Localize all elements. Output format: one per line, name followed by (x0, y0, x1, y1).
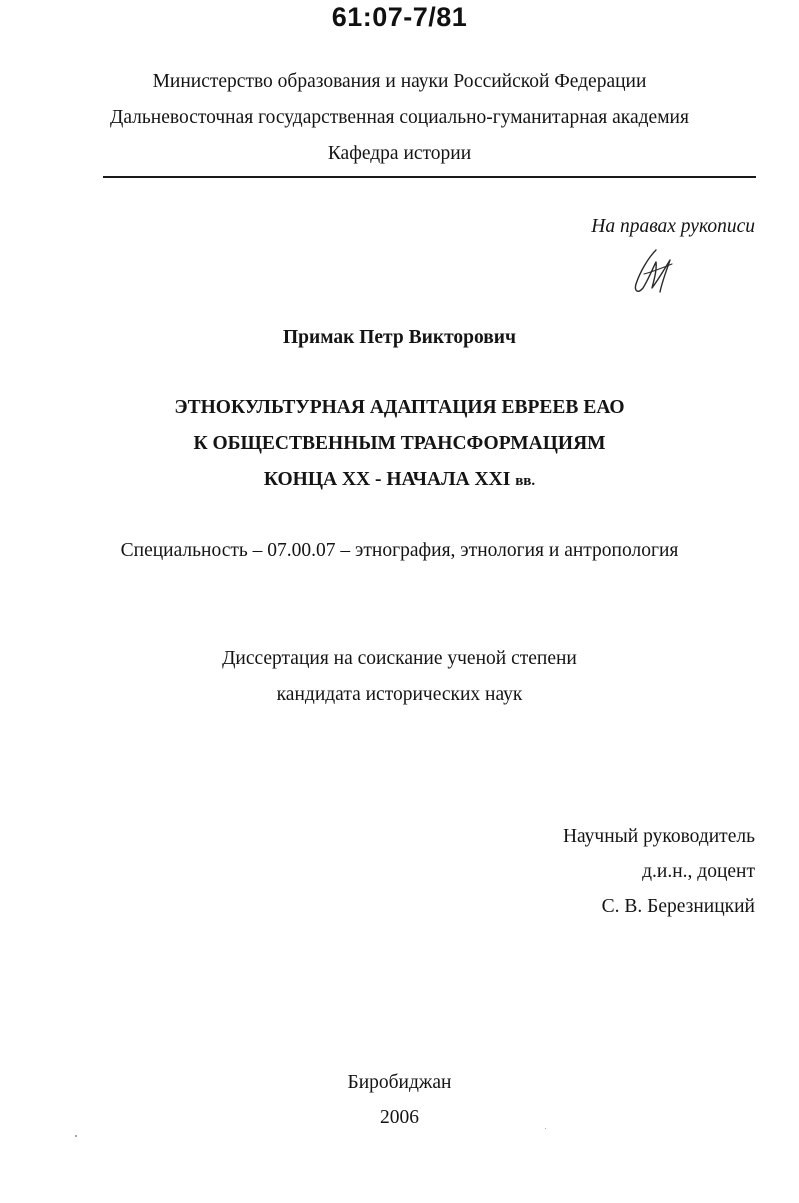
author-name: Примак Петр Викторович (282, 327, 517, 348)
ministry-line: Министерство образования и науки Российской Федерации (152, 71, 647, 92)
academy-line: Дальневосточная государственная социально-гуманитарная академия (110, 107, 689, 128)
specialty-line: Специальность – 07.00.07 – этнография, этнология и антропология (120, 540, 679, 561)
year: 2006 (380, 1107, 419, 1128)
department-line: Кафедра истории (327, 143, 472, 164)
archive-code: 61:07-7/81 (331, 2, 468, 32)
advisor-degree: д.и.н., доцент (642, 861, 755, 882)
scan-speck (545, 1128, 546, 1129)
title-line-1: ЭТНОКУЛЬТУРНАЯ АДАПТАЦИЯ ЕВРЕЕВ ЕАО (174, 397, 625, 418)
title-line-2: К ОБЩЕСТВЕННЫМ ТРАНСФОРМАЦИЯМ (193, 433, 606, 454)
advisor-name: С. В. Березницкий (601, 896, 755, 917)
scan-speck (75, 1135, 77, 1137)
title-line-3-text: КОНЦА XX - НАЧАЛА XXI (263, 469, 511, 490)
header-divider (103, 176, 756, 178)
title-line-3-suffix: вв. (515, 473, 536, 489)
advisor-role: Научный руководитель (562, 826, 755, 847)
manuscript-note: На правах рукописи (591, 216, 755, 237)
dissertation-line-1: Диссертация на соискание ученой степени (222, 648, 577, 669)
city: Биробиджан (347, 1072, 452, 1093)
signature-icon (626, 244, 682, 300)
dissertation-line-2: кандидата исторических наук (276, 684, 523, 705)
title-line-3 (0, 468, 799, 493)
